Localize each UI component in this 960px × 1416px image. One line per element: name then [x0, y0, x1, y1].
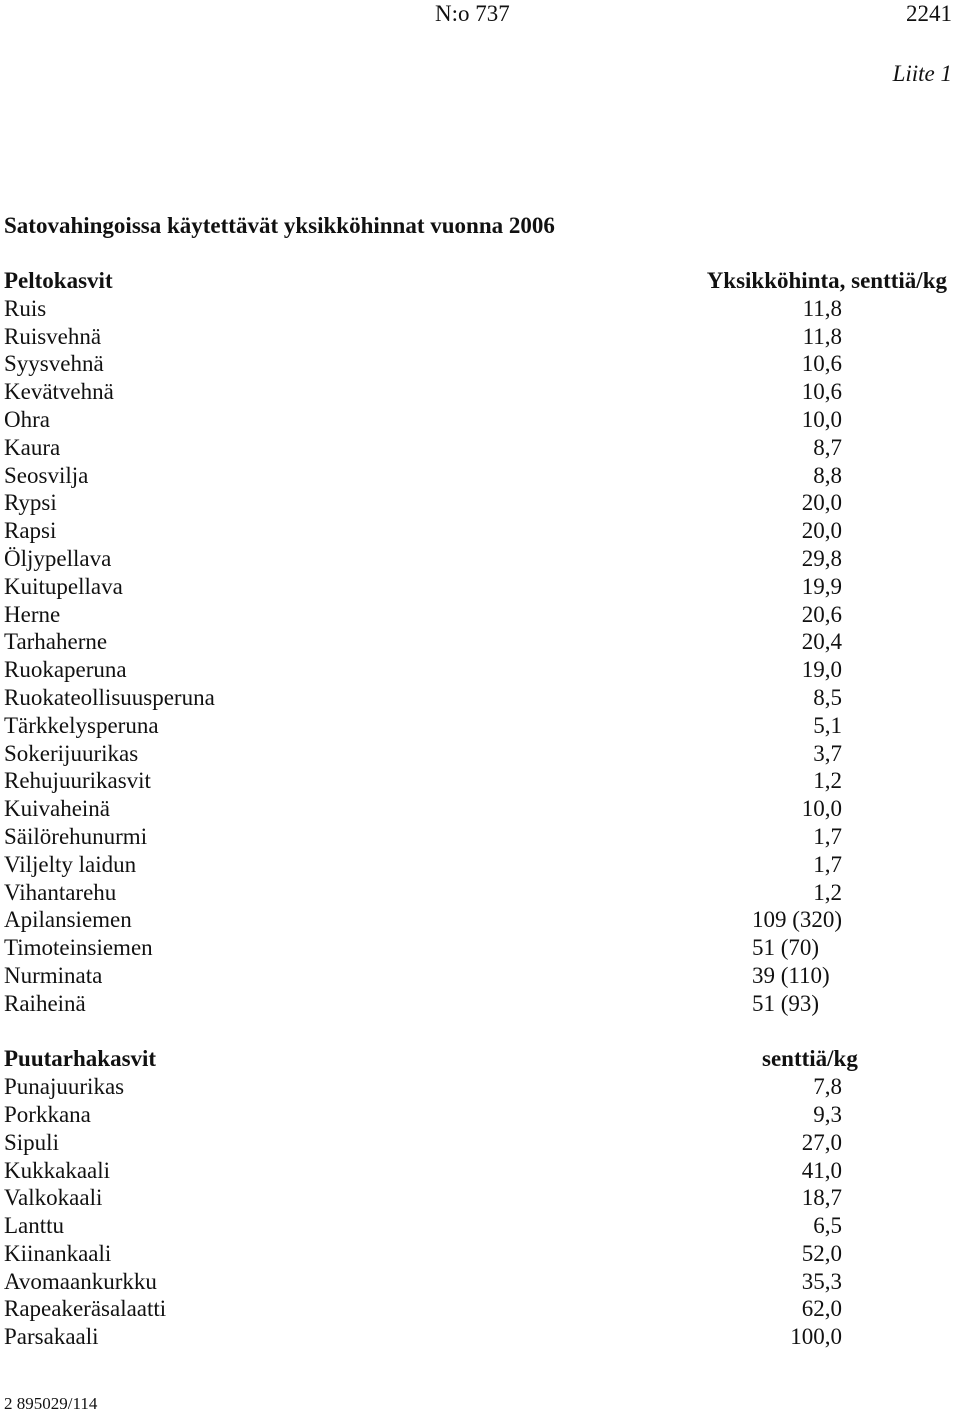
table-row [0, 684, 960, 712]
garden-crops-rows [0, 1073, 960, 1351]
seed-rows [0, 906, 960, 1017]
table-row [0, 1129, 960, 1157]
table-row [0, 573, 960, 601]
unit-price: 109 (320) [752, 907, 843, 933]
crop-name: Tarhaherne [4, 629, 108, 655]
field-crops-unit-heading: Yksikköhinta, senttiä/kg [706, 268, 947, 293]
crop-name: Apilansiemen [4, 907, 132, 933]
crop-name: Rypsi [4, 490, 57, 516]
crop-name: Punajuurikas [4, 1074, 125, 1100]
unit-price: 19,0 [801, 657, 842, 683]
table-row [0, 767, 960, 795]
garden-crops-heading: Puutarhakasvit [4, 1046, 157, 1072]
crop-name: Rehujuurikasvit [4, 768, 151, 794]
crop-name: Sipuli [4, 1129, 59, 1155]
unit-price: 7,8 [813, 1074, 842, 1100]
unit-price: 41,0 [801, 1157, 842, 1183]
crop-name: Öljypellava [4, 545, 112, 571]
crop-name: Timoteinsiemen [4, 935, 153, 961]
unit-price: 6,5 [813, 1213, 842, 1239]
table-row [0, 406, 960, 434]
table-row [0, 1212, 960, 1240]
unit-price: 1,7 [813, 823, 842, 849]
unit-price: 10,6 [801, 379, 842, 405]
unit-price: 62,0 [801, 1296, 842, 1322]
table-row [0, 740, 960, 768]
crop-name: Kevätvehnä [4, 379, 114, 405]
table-row [0, 601, 960, 629]
table-row [0, 545, 960, 573]
field-crops-rows [0, 295, 960, 907]
page-number: 2241 [906, 1, 952, 26]
crop-name: Seosvilja [4, 462, 89, 488]
crop-name: Porkkana [4, 1101, 91, 1127]
table-row [0, 851, 960, 879]
table-row [0, 323, 960, 351]
table-row [0, 823, 960, 851]
unit-price: 29,8 [801, 545, 842, 571]
crop-name: Ruisvehnä [4, 323, 102, 349]
unit-price: 39 (110) [752, 962, 830, 988]
unit-price: 8,7 [813, 434, 842, 460]
table-row [0, 1184, 960, 1212]
unit-price: 20,0 [801, 518, 842, 544]
document-title: Satovahingoissa käytettävät yksikköhinnat vuonna 2006 [4, 213, 555, 238]
crop-name: Vihantarehu [4, 879, 117, 905]
unit-price: 19,9 [801, 573, 842, 599]
unit-price: 20,4 [801, 629, 842, 655]
unit-price: 10,6 [801, 351, 842, 377]
crop-name: Ruokateollisuusperuna [4, 684, 215, 710]
crop-name: Herne [4, 601, 61, 627]
unit-price: 11,8 [802, 295, 842, 321]
unit-price: 1,2 [813, 879, 842, 905]
garden-crops-unit-heading: senttiä/kg [762, 1046, 858, 1072]
unit-price: 100,0 [790, 1324, 842, 1350]
table-row [0, 628, 960, 656]
table-row [0, 1268, 960, 1296]
crop-name: Lanttu [4, 1213, 65, 1239]
unit-price: 51 (70) [752, 935, 820, 961]
unit-price: 27,0 [801, 1129, 842, 1155]
table-row [0, 879, 960, 907]
crop-name: Sokerijuurikas [4, 740, 139, 766]
crop-name: Kiinankaali [4, 1240, 112, 1266]
unit-price: 18,7 [801, 1185, 842, 1211]
crop-name: Ruokaperuna [4, 657, 127, 683]
table-row [0, 1295, 960, 1323]
unit-price: 35,3 [801, 1268, 842, 1294]
table-row [0, 350, 960, 378]
field-crops-header [0, 267, 960, 295]
table-row [0, 295, 960, 323]
crop-name: Raiheinä [4, 990, 86, 1016]
table-row [0, 962, 960, 990]
unit-price: 10,0 [801, 406, 842, 432]
table-row [0, 434, 960, 462]
table-row [0, 656, 960, 684]
table-row [0, 1323, 960, 1351]
table-row [0, 462, 960, 490]
table-row [0, 1101, 960, 1129]
unit-price: 52,0 [801, 1240, 842, 1266]
crop-name: Viljelty laidun [4, 851, 137, 877]
garden-crops-header [0, 1045, 960, 1073]
table-row [0, 906, 960, 934]
unit-price: 20,6 [801, 601, 842, 627]
unit-price: 8,8 [813, 462, 842, 488]
table-row [0, 378, 960, 406]
crop-name: Nurminata [4, 962, 103, 988]
crop-name: Kuitupellava [4, 573, 123, 599]
unit-price: 20,0 [801, 490, 842, 516]
crop-name: Parsakaali [4, 1324, 99, 1350]
crop-name: Rapsi [4, 518, 57, 544]
issue-number: N:o 737 [435, 1, 510, 26]
unit-price: 10,0 [801, 796, 842, 822]
crop-name: Kuivaheinä [4, 796, 111, 822]
unit-price: 51 (93) [752, 990, 820, 1016]
footer-code: 2 895029/114 [4, 1394, 98, 1413]
crop-name: Ohra [4, 406, 50, 432]
crop-name: Säilörehunurmi [4, 823, 148, 849]
table-row [0, 489, 960, 517]
crop-name: Kukkakaali [4, 1157, 111, 1183]
unit-price: 5,1 [813, 712, 842, 738]
unit-price: 1,2 [813, 768, 842, 794]
table-row [0, 712, 960, 740]
price-table [0, 267, 960, 1351]
table-row [0, 1073, 960, 1101]
section-spacer [0, 1018, 960, 1046]
crop-name: Valkokaali [4, 1185, 103, 1211]
crop-name: Rapeakeräsalaatti [4, 1296, 167, 1322]
unit-price: 11,8 [802, 323, 842, 349]
crop-name: Ruis [4, 295, 47, 321]
table-row [0, 990, 960, 1018]
table-row [0, 795, 960, 823]
unit-price: 1,7 [813, 851, 842, 877]
table-row [0, 1157, 960, 1185]
unit-price: 3,7 [813, 740, 842, 766]
unit-price: 8,5 [813, 684, 842, 710]
appendix-label: Liite 1 [892, 61, 952, 86]
crop-name: Kaura [4, 434, 61, 460]
table-row [0, 1240, 960, 1268]
field-crops-heading: Peltokasvit [4, 268, 113, 293]
table-row [0, 934, 960, 962]
crop-name: Avomaankurkku [4, 1268, 157, 1294]
crop-name: Tärkkelysperuna [4, 712, 159, 738]
table-row [0, 517, 960, 545]
crop-name: Syysvehnä [4, 351, 104, 377]
unit-price: 9,3 [813, 1101, 842, 1127]
